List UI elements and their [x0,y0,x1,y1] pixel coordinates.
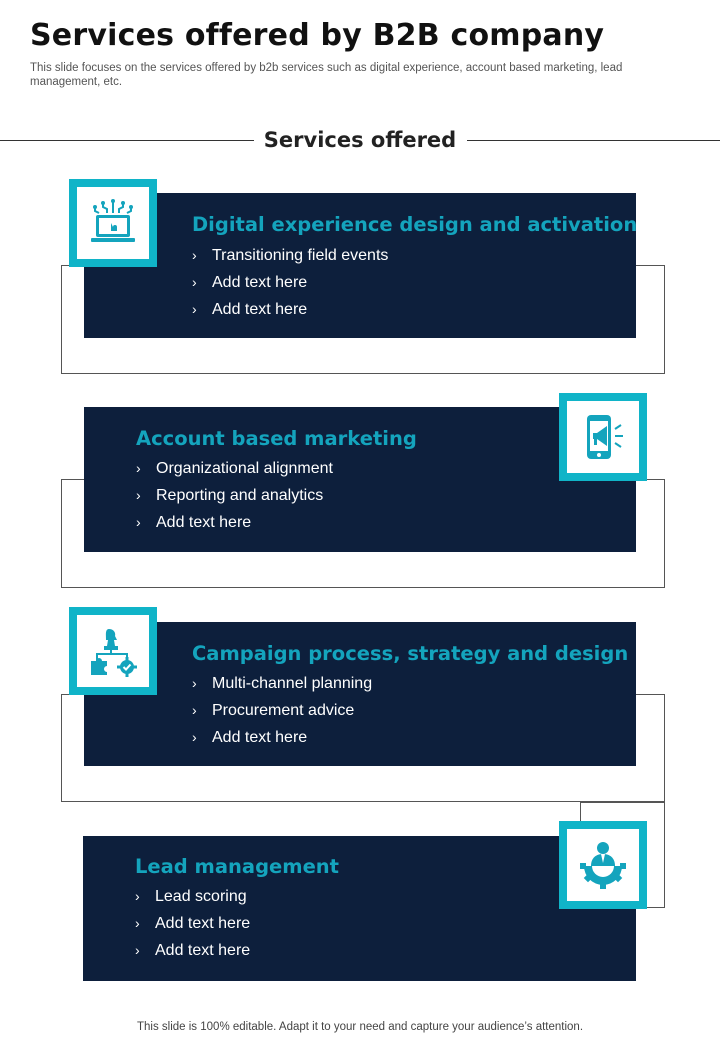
service-title: Digital experience design and activation [192,213,638,236]
list-item: › Add text here [192,724,372,751]
bullet-chevron-icon: › [135,942,140,958]
service-title: Campaign process, strategy and design [192,642,629,665]
bullet-chevron-icon: › [136,460,141,476]
bullet-chevron-icon: › [192,702,197,718]
laptop-touch-icon [87,197,139,249]
service-card-account-based-marketing [84,407,636,552]
icon-frame [559,821,647,909]
footer-note: This slide is 100% editable. Adapt it to your need and capture your audience’s attention. [136,1021,584,1033]
icon-frame [69,607,157,695]
icon-frame [69,179,157,267]
bullet-chevron-icon: › [135,888,140,904]
list-item: › Add text here [135,910,250,937]
chess-puzzle-gear-icon [87,625,139,677]
service-items [192,242,388,323]
list-item: › Procurement advice [192,697,372,724]
bullet-chevron-icon: › [192,301,197,317]
list-item: › Transitioning field events [192,242,388,269]
list-item: › Add text here [135,937,250,964]
service-title: Lead management [135,855,340,878]
list-item: › Multi-channel planning [192,670,372,697]
list-item: › Add text here [192,269,388,296]
bullet-chevron-icon: › [192,274,197,290]
page-title: Services offered by B2B company [30,18,605,53]
service-items [136,455,333,536]
list-item: › Add text here [192,296,388,323]
bullet-chevron-icon: › [135,915,140,931]
service-card-digital-experience [84,193,636,338]
service-card-campaign-process [84,622,636,766]
service-items [135,883,250,964]
person-gear-icon [577,839,629,891]
bullet-chevron-icon: › [192,247,197,263]
icon-frame [559,393,647,481]
list-item: › Lead scoring [135,883,250,910]
bullet-chevron-icon: › [192,729,197,745]
list-item: › Add text here [136,509,333,536]
service-title: Account based marketing [136,427,417,450]
page-subtitle: This slide focuses on the services offered by b2b services such as digital experience, account based marketing, lead management, etc. [30,62,623,88]
list-item: › Organizational alignment [136,455,333,482]
service-items [192,670,372,751]
service-card-lead-management [83,836,636,981]
list-item: › Reporting and analytics [136,482,333,509]
section-heading: Services offered [263,128,457,152]
bullet-chevron-icon: › [136,514,141,530]
bullet-chevron-icon: › [136,487,141,503]
bullet-chevron-icon: › [192,675,197,691]
mobile-megaphone-icon [577,411,629,463]
